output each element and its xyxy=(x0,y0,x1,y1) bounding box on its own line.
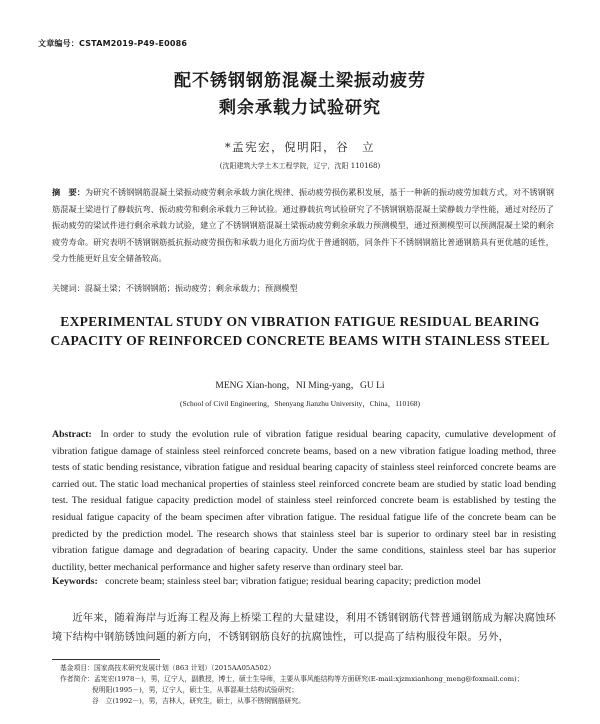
english-authors: MENG Xian-hong，NI Ming-yang，GU Li xyxy=(215,381,385,391)
english-abstract-text: In order to study the evolution rule of vibration fatigue residual bearing capacity, cumulative development of vibration fatigue damage of stainless steel reinforced concrete beams, based on a new vibration fatigue loading method, three tests of static bending resistance, vibration fatigue and residual bearing capacity of stainless steel reinforced concrete beams are carried out. The static load mechanical properties of stainless steel reinforced concrete beam are studied by static load bending test. The residual fatigue capacity prediction model of stainless steel reinforced concrete beam is established by testing the residual fatigue capacity of the beam specimen after vibration fatigue. The residual fatigue life of the concrete beam can be predicted by the prediction model. The research shows that stainless steel bar is superior to ordinary steel bar in resisting vibration fatigue damage and degradation of bearing capacity. Under the same conditions, stainless steel bar has superior ductility, better mechanical performance and higher safety reserve than ordinary steel bar. xyxy=(52,429,557,573)
english-keywords-text: concrete beam; stainless steel bar; vibration fatigue; residual bearing capacity; prediction model xyxy=(105,576,481,587)
english-affiliation: (School of Civil Engineering，Shenyang Jianzhu University，China，110168) xyxy=(180,399,420,408)
footnote-author-1: 作者简介：孟宪宏(1978－)，男，辽宁人，副教授，博士，硕士生导师，主要从事风能结构等方面研究(E-mail:xjzmxianhong_meng@foxmail.com)； xyxy=(60,675,524,683)
footnote-divider xyxy=(52,659,160,660)
english-abstract xyxy=(52,427,556,576)
english-abstract-label: Abstract: xyxy=(52,429,92,440)
chinese-title-line-2: 剩余承载力试验研究 xyxy=(219,98,381,118)
chinese-title-line-1: 配不锈钢钢筋混凝土梁振动疲劳 xyxy=(174,71,426,91)
footnote-funding: 基金项目：国家高技术研究发展计划（863 计划）（2015AA05A502） xyxy=(60,664,275,672)
english-title: EXPERIMENTAL STUDY ON VIBRATION FATIGUE RESIDUAL BEARING CAPACITY OF REINFORCED CONCRETE BEAMS WITH STAINLESS STEEL xyxy=(50,314,550,348)
chinese-abstract-text: 为研究不锈钢钢筋混凝土梁振动疲劳剩余承载力演化规律、振动疲劳损伤累积发展，基于一种新的振动疲劳加载方式，对不锈钢钢筋混凝土梁进行了静载抗弯、振动疲劳和剩余承载力三种试验。通过静载抗弯试验研究了不锈钢钢筋混凝土梁静载力学性能，通过对经历了振动疲劳的梁试件进行剩余承载力试验，建立了不锈钢钢筋混凝土梁振动疲劳剩余承载力预测模型，通过预测模型可以预测混凝土梁的剩余疲劳寿命。研究表明不锈钢钢筋抵抗振动疲劳损伤和承载力退化方面均优于普通钢筋，同条件下不锈钢钢筋比普通钢筋具有更优越的延性，受力性能更好且安全储备较高。 xyxy=(52,187,554,264)
chinese-authors: *孟宪宏，倪明阳，谷 立 xyxy=(224,140,376,154)
chinese-abstract-label: 摘 要： xyxy=(52,187,85,197)
chinese-abstract xyxy=(52,184,554,267)
chinese-keywords-text: 混凝土梁；不锈钢钢筋；振动疲劳；剩余承载力；预测模型 xyxy=(84,283,298,293)
article-number: 文章编号：CSTAM2019-P49-E0086 xyxy=(38,39,188,48)
english-keywords-label: Keywords: xyxy=(52,576,98,587)
body-paragraph: 近年来，随着海岸与近海工程及海上桥梁工程的大量建设，利用不锈钢钢筋代替普通钢筋成为解决腐蚀环境下结构中钢筋锈蚀问题的新方向，不锈钢钢筋良好的抗腐蚀性，可以提高了结构服役年限。另外， xyxy=(52,613,556,643)
chinese-affiliation: (沈阳建筑大学土木工程学院，辽宁，沈阳 110168) xyxy=(219,162,381,170)
chinese-keywords xyxy=(52,283,554,294)
chinese-keywords-label: 关键词： xyxy=(52,283,85,293)
footnote-author-2: 倪明阳(1995－)，男，辽宁人，硕士生，从事混凝土结构试验研究； xyxy=(92,686,299,694)
footnote-author-3: 谷 立(1992－)，男，吉林人，研究生，硕士，从事不锈钢钢筋研究。 xyxy=(92,697,305,705)
english-keywords xyxy=(52,576,556,587)
